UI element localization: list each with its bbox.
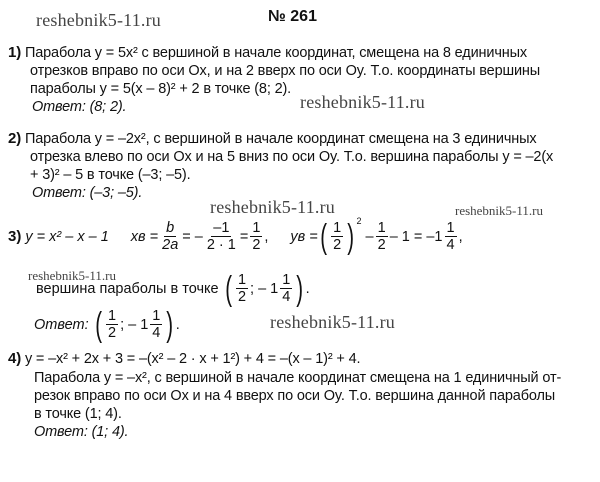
p1-line1 (8, 44, 527, 62)
equals: = (239, 228, 249, 245)
minus: – (365, 228, 374, 245)
watermark: reshebnik5-11.ru (300, 92, 425, 112)
p2-text1: Парабола y = –2x², с вершиной в начале координат смещена на 3 единичных (24, 131, 537, 147)
p1-line2: отрезков вправо по оси Ox, и на 2 вверх по оси Oy. Т.о. координаты вершины (30, 63, 541, 79)
denominator: 4 (446, 237, 455, 253)
p4-answer: Ответ: (1; 4). (34, 424, 129, 440)
watermark: reshebnik5-11.ru (28, 268, 116, 283)
p4-line1 (8, 350, 360, 368)
numerator: 1 (377, 220, 386, 236)
p1-text1: Парабола y = 5x² с вершиной в начале координат, смещена на 8 единичных (24, 45, 527, 61)
numerator: 1 (333, 220, 342, 236)
fraction-half-2 (376, 220, 388, 253)
p4-line4: в точке (1; 4). (34, 406, 122, 422)
denominator: 2 (252, 237, 261, 253)
denominator: 2 · 1 (206, 237, 236, 253)
watermark: reshebnik5-11.ru (36, 10, 161, 30)
p2-line1 (8, 130, 537, 148)
paren-right: ) (347, 217, 355, 256)
p3-equation: y = x² – x – 1 (25, 228, 109, 245)
numerator: b (166, 220, 175, 236)
xv-label: xв = (130, 228, 159, 245)
numerator: –1 (213, 220, 230, 236)
denominator: 4 (282, 289, 291, 305)
p3-number: 3) (8, 228, 22, 245)
p4-line2: Парабола y = –x², с вершиной в начале координат смещена на 1 единичный от- (34, 370, 562, 386)
numerator: 1 (252, 220, 261, 236)
paren-left: ( (94, 305, 102, 344)
p2-number: 2) (8, 130, 22, 147)
watermark: reshebnik5-11.ru (270, 312, 395, 332)
fraction-b-2a (160, 220, 180, 253)
numerator: 1 (446, 220, 455, 236)
p4-line3: резок вправо по оси Ox и на 4 вверх по оси Oy. Т.о. вершина данной параболы (34, 388, 556, 404)
comma: , (264, 228, 269, 245)
tail-text: – 1 = –1 (389, 228, 443, 245)
separator: ; – 1 (120, 316, 149, 333)
paren-left: ( (320, 217, 327, 256)
denominator: 2 (237, 289, 247, 305)
p3-formula-row (8, 215, 463, 256)
denominator: 2 (377, 237, 386, 253)
period: . (305, 280, 310, 297)
paren-right: ) (166, 305, 174, 344)
numerator: 1 (152, 308, 161, 324)
separator: ; – 1 (250, 280, 279, 297)
p2-line2: отрезка влево по оси Ox и на 5 вниз по оси Oy. Т.о. вершина параболы y = –2(x (30, 149, 554, 165)
fraction-vertex-y (280, 272, 292, 305)
comma: , (458, 228, 463, 245)
watermark: reshebnik5-11.ru (455, 203, 543, 218)
p4-number: 4) (8, 350, 22, 367)
p2-answer: Ответ: (–3; –5). (32, 185, 143, 201)
p3-answer-row (34, 305, 180, 344)
denominator: 2 (333, 237, 342, 253)
denominator: 4 (152, 325, 161, 341)
equals-minus: = – (182, 228, 203, 245)
exponent: 2 (356, 215, 362, 226)
numerator: 1 (237, 272, 247, 288)
numerator: 1 (107, 308, 117, 324)
fraction-answer-y (150, 308, 162, 341)
fraction-answer-x (106, 308, 118, 341)
problem-title: № 261 (268, 8, 317, 25)
vertex-text: вершина параболы в точке (36, 280, 219, 297)
p4-text1: y = –x² + 2x + 3 = –(x² – 2 · x + 1²) + 4 = –(x – 1)² + 4. (24, 351, 361, 367)
paren-right: ) (296, 269, 304, 308)
denominator: 2 (107, 325, 117, 341)
answer-label: Ответ: (34, 316, 89, 333)
period: . (175, 316, 180, 333)
paren-left: ( (224, 269, 232, 308)
denominator: 2a (162, 237, 179, 253)
numerator: 1 (282, 272, 291, 288)
watermark: reshebnik5-11.ru (210, 197, 335, 217)
fraction-half (250, 220, 262, 253)
p3-vertex-row (36, 269, 310, 308)
fraction-quarter (445, 220, 457, 253)
fraction-half-sq (331, 220, 343, 253)
p1-line3: параболы y = 5(x – 8)² + 2 в точке (8; 2). (30, 81, 292, 97)
fraction-vertex-x (236, 272, 248, 305)
p2-line3: + 3)² – 5 в точке (–3; –5). (30, 167, 191, 183)
p1-answer: Ответ: (8; 2). (32, 99, 127, 115)
p1-number: 1) (8, 44, 22, 61)
yv-label: yв = (290, 228, 318, 245)
fraction-xv (205, 220, 238, 253)
